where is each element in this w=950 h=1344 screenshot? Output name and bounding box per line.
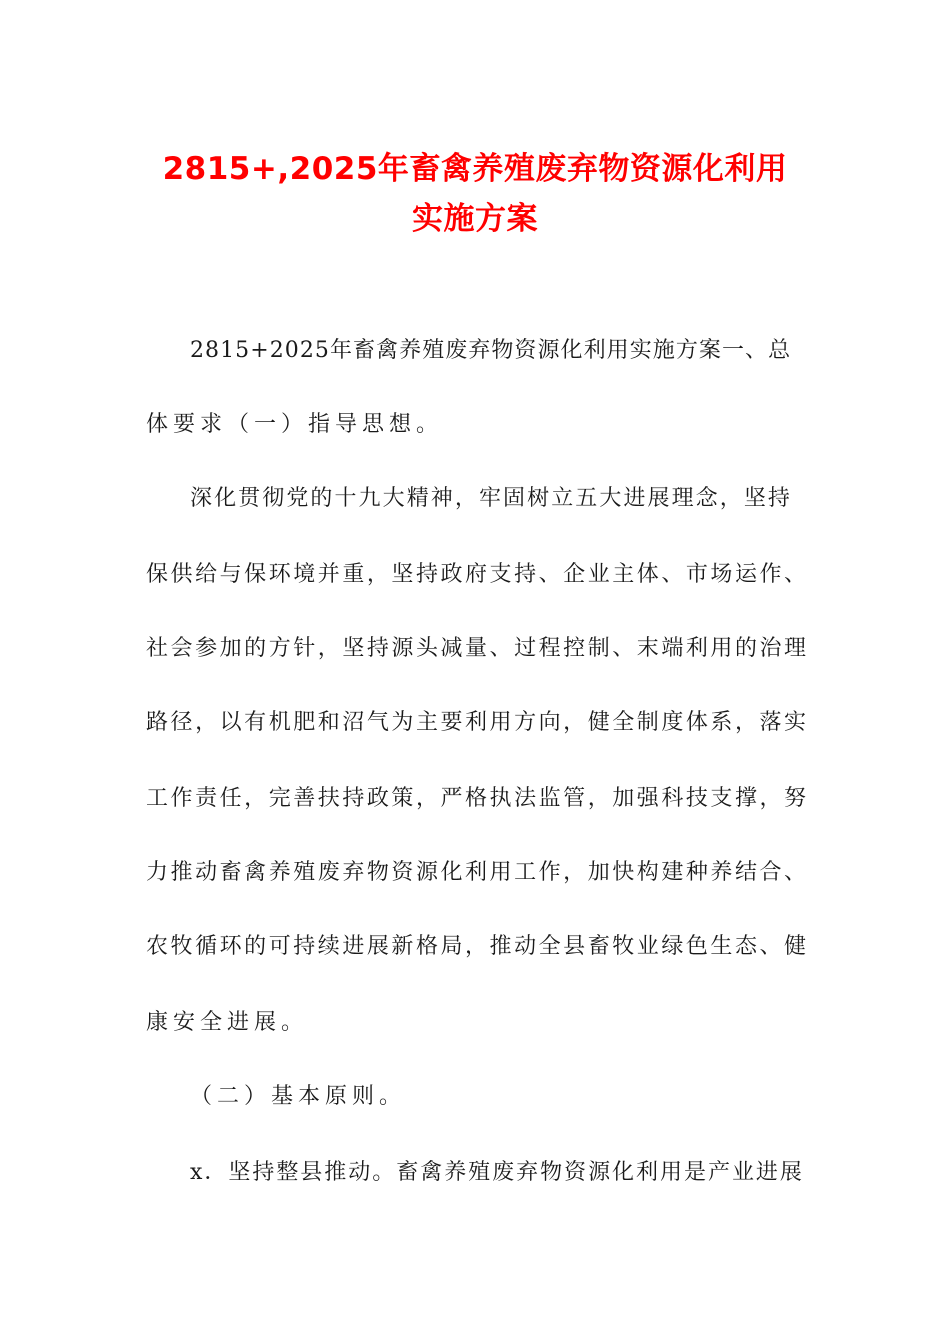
document-title-line-1: 2815+,2025年畜禽养殖废弃物资源化利用: [162, 151, 788, 187]
body-line-3: 深化贯彻党的十九大精神，牢固树立五大进展理念，坚持: [190, 486, 793, 511]
body-line-6: 路径，以有机肥和沼气为主要利用方向，健全制度体系，落实: [146, 710, 809, 735]
body-line-12: x．坚持整县推动。畜禽养殖废弃物资源化利用是产业进展: [190, 1160, 804, 1185]
body-line-1: 2815+2025年畜禽养殖废弃物资源化利用实施方案一、总: [190, 338, 792, 363]
body-line-2: 体要求（一）指导思想。: [146, 412, 444, 437]
section-heading-basic-principles: （二）基本原则。: [190, 1084, 407, 1109]
body-line-10: 康安全进展。: [146, 1010, 309, 1035]
body-line-4: 保供给与保环境并重，坚持政府支持、企业主体、市场运作、: [146, 562, 809, 587]
body-line-9: 农牧循环的可持续进展新格局，推动全县畜牧业绿色生态、健: [146, 934, 809, 959]
document-title-line-2: 实施方案: [412, 201, 538, 237]
body-line-7: 工作责任，完善扶持政策，严格执法监管，加强科技支撑，努: [146, 786, 809, 811]
body-line-5: 社会参加的方针，坚持源头减量、过程控制、末端利用的治理: [146, 636, 809, 661]
body-line-8: 力推动畜禽养殖废弃物资源化利用工作，加快构建种养结合、: [146, 860, 809, 885]
